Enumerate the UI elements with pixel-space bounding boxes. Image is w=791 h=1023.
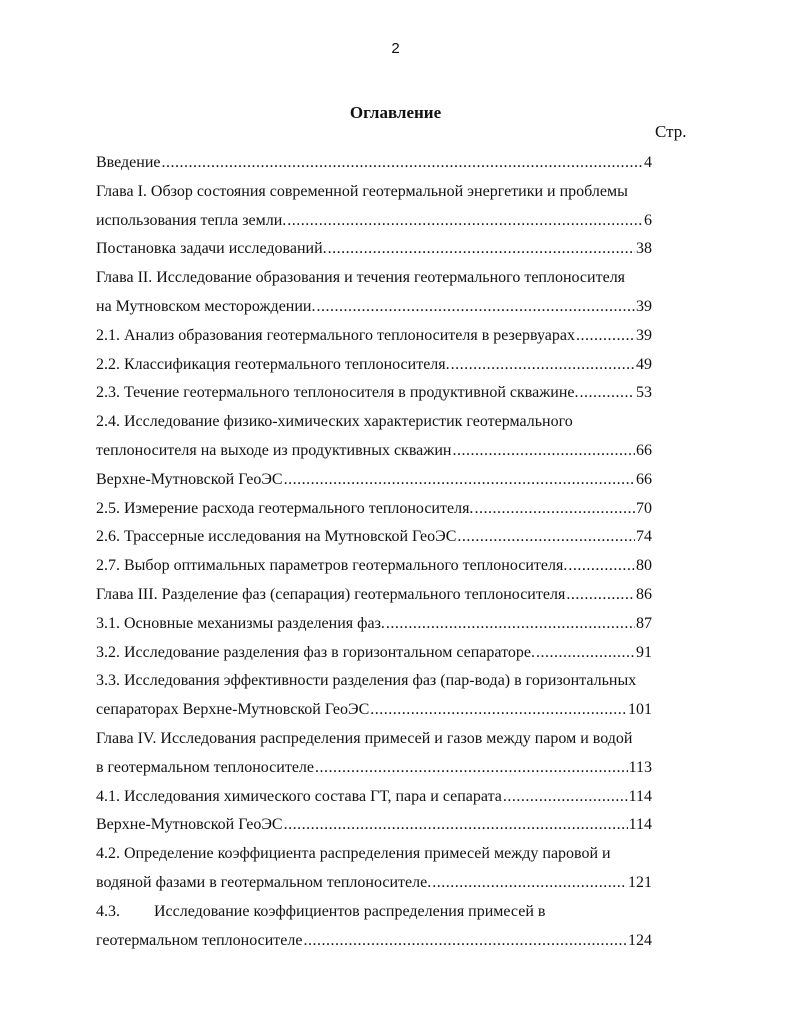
toc-entry-page: 38 [636, 240, 652, 258]
toc-entry-page: 53 [636, 384, 652, 402]
toc-entry-text: Постановка задачи исследований. [96, 240, 327, 258]
toc-entry-page: 114 [628, 816, 652, 834]
toc-entry [96, 437, 652, 466]
toc-entry-page: 70 [636, 499, 652, 517]
toc-entry-text: 2.2. Классификация геотермального теплоносителя. [96, 355, 450, 373]
dot-leader [328, 235, 635, 264]
dot-leader [536, 639, 635, 668]
toc-entry-text: 3.3. Исследования эффективности разделения фаз (пар-вода) в горизонтальных [96, 672, 637, 690]
toc-entry-text: 2.4. Исследование физико-химических характеристик геотермального [96, 413, 573, 431]
toc-entry [96, 581, 652, 610]
toc-entry-text: Верхне-Мутновской ГеоЭС [96, 470, 283, 488]
toc-entry-page: 114 [628, 787, 652, 805]
toc-entry [96, 149, 652, 178]
dot-leader [303, 927, 627, 956]
toc-entry [96, 725, 652, 754]
toc-entry-page: 39 [636, 297, 652, 315]
toc-entry-text: сепараторах Верхне-Мутновской ГеоЭС [96, 701, 370, 719]
dot-leader [386, 610, 635, 639]
dot-leader [370, 696, 627, 725]
toc-entry-number: 4.3. [96, 902, 120, 920]
toc-entry-page: 113 [628, 758, 652, 776]
toc-entry-page: 66 [636, 441, 652, 459]
toc-entry [96, 811, 652, 840]
toc-entry [96, 322, 652, 351]
toc-entry [96, 235, 652, 264]
toc-entry [96, 178, 652, 207]
toc-entry [96, 552, 652, 581]
toc-entry-text: Исследование коэффициентов распределения примесей в [154, 902, 546, 920]
toc-entry-page: 121 [628, 873, 652, 891]
toc-entry [96, 351, 652, 380]
toc-entry [96, 927, 652, 956]
dot-leader [452, 437, 635, 466]
toc-title: Оглавление [349, 103, 442, 122]
toc-entry-page: 80 [636, 557, 652, 575]
toc-entry-text: в геотермальном теплоносителе [96, 758, 315, 776]
dot-leader [451, 351, 635, 380]
toc-entry [96, 639, 652, 668]
toc-entry [96, 495, 652, 524]
dot-leader [568, 552, 635, 581]
dot-leader [457, 523, 635, 552]
toc-entry-text: Глава I. Обзор состояния современной геотермальной энергетики и проблемы [96, 182, 628, 200]
dot-leader [162, 149, 644, 178]
toc-entry-page: 66 [636, 470, 652, 488]
toc-entry-text: 2.3. Течение геотермального теплоносителя в продуктивной скважине. [96, 384, 579, 402]
toc-entry-page: 4 [644, 154, 652, 171]
toc-entry-page: 74 [636, 528, 652, 546]
toc-entry [96, 466, 652, 495]
toc-entry [96, 840, 652, 869]
toc-entry-page: 101 [628, 701, 652, 719]
toc-entry [96, 754, 652, 783]
toc-entry [96, 869, 652, 898]
toc-entry-text: 3.2. Исследование разделения фаз в горизонтальном сепараторе. [96, 643, 535, 661]
toc-entry-page: 86 [636, 585, 652, 603]
dot-leader [580, 379, 634, 408]
dot-leader [474, 495, 635, 524]
toc-entry [96, 293, 652, 322]
toc-entry-text: Введение [96, 154, 161, 171]
pages-column-label: Стр. [655, 122, 687, 141]
toc-entry-text: 4.2. Определение коэффициента распределения примесей между паровой и [96, 845, 611, 863]
toc-entry-text: геотермальном теплоносителе [96, 931, 303, 949]
toc-entry-page: 91 [636, 643, 652, 661]
toc-entry-text: 2.1. Анализ образования геотермального теплоносителя в резервуарах [96, 326, 575, 344]
page-number: 2 [391, 40, 400, 57]
dot-leader [284, 811, 628, 840]
toc-entry-text: 2.6. Трассерные исследования на Мутновской ГеоЭС [96, 528, 457, 546]
toc-entry-page: 6 [644, 211, 652, 229]
toc-entry-text: 2.5. Измерение расхода геотермального теплоносителя. [96, 499, 474, 517]
toc-entry [96, 379, 652, 408]
toc-entry-page: 49 [636, 355, 652, 373]
toc-entry-page: 39 [636, 326, 652, 344]
toc-entry-text: водяной фазами в геотермальном теплоносителе. [96, 873, 432, 891]
dot-leader [315, 754, 628, 783]
dot-leader [432, 869, 627, 898]
dot-leader [284, 466, 635, 495]
toc-entry-text: теплоносителя на выходе из продуктивных скважин [96, 441, 452, 459]
toc-entry [96, 610, 652, 639]
toc-entry-text: 4.1. Исследования химического состава ГТ, пара и сепарата [96, 787, 502, 805]
toc-entry [96, 696, 652, 725]
toc-entry [96, 523, 652, 552]
toc-entry-text: использования тепла земли. [96, 211, 287, 229]
dot-leader [503, 783, 628, 812]
table-of-contents [96, 149, 652, 955]
toc-entry-text: Верхне-Мутновской ГеоЭС [96, 816, 283, 834]
toc-entry [96, 898, 652, 927]
toc-entry [96, 667, 652, 696]
toc-entry [96, 207, 652, 236]
toc-entry [96, 264, 652, 293]
toc-entry-text: Глава II. Исследование образования и течения геотермального теплоносителя [96, 269, 626, 287]
toc-entry-text: 3.1. Основные механизмы разделения фаз. [96, 614, 385, 632]
dot-leader [566, 581, 635, 610]
toc-entry-text: Глава III. Разделение фаз (сепарация) геотермального теплоносителя [96, 585, 566, 603]
toc-entry [96, 408, 652, 437]
dot-leader [316, 293, 635, 322]
toc-entry-text: на Мутновском месторождении. [96, 297, 316, 315]
toc-entry-text: Глава IV. Исследования распределения примесей и газов между паром и водой [96, 729, 633, 747]
dot-leader [287, 207, 643, 236]
toc-entry-page: 87 [636, 614, 652, 632]
toc-entry-text: 2.7. Выбор оптимальных параметров геотермального теплоносителя. [96, 557, 568, 575]
toc-entry [96, 783, 652, 812]
dot-leader [576, 322, 633, 351]
toc-entry-page: 124 [628, 931, 652, 949]
